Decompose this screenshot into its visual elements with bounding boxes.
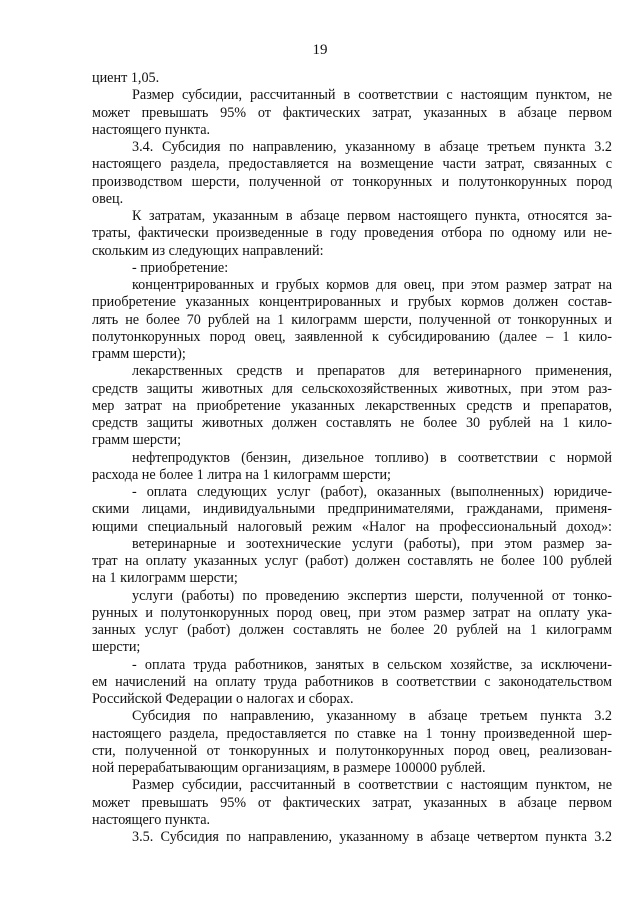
text-line: настоящего раздела, предоставляется по ставке на 1 тонну произведенной шер- <box>92 725 612 742</box>
text-line: на 1 килограмм шерсти; <box>92 570 238 587</box>
text-line: Российской Федерации о налогах и сборах. <box>92 691 354 707</box>
text-line: грамм шерсти); <box>92 346 186 362</box>
paragraph <box>92 260 612 277</box>
text-line: ющими специальный налоговый режим «Налог на профессиональный доход»: <box>92 518 612 535</box>
text-line: может превышать 95% от фактических затрат, указанных в абзаце первом <box>92 104 612 121</box>
text-line: траты, фактически произведенные в году проведения отбора по одному или не- <box>92 225 612 242</box>
text-line: Размер субсидии, рассчитанный в соответствии с настоящим пунктом, не <box>132 87 612 104</box>
text-line: овец. <box>92 190 124 207</box>
text-line: скими лицами, индивидуальными предпринимателями, гражданами, применя- <box>92 501 612 518</box>
paragraph <box>92 829 612 846</box>
text-line: настоящего пункта. <box>92 811 211 828</box>
page-number: 19 <box>312 42 328 58</box>
text-line: настоящего раздела, предоставляется на возмещение части затрат, связанных с <box>92 156 612 173</box>
paragraph <box>92 139 612 208</box>
paragraph <box>92 484 612 536</box>
text-line: Субсидия по направлению, указанному в абзаце третьем пункта 3.2 <box>132 708 612 725</box>
text-line: расхода не более 1 литра на 1 килограмм шерсти; <box>92 466 392 483</box>
text-line: настоящего пункта. <box>92 121 211 138</box>
paragraph <box>92 777 612 829</box>
text-line: - оплата следующих услуг (работ), оказанных (выполненных) юридиче- <box>132 484 612 500</box>
text-line: может превышать 95% от фактических затрат, указанных в абзаце первом <box>92 794 612 811</box>
text-line: Размер субсидии, рассчитанный в соответствии с настоящим пунктом, не <box>132 777 612 794</box>
paragraph <box>92 450 612 485</box>
text-line: скольким из следующих направлений: <box>92 242 324 259</box>
text-line: - оплата труда работников, занятых в сельском хозяйстве, за исключени- <box>132 656 612 673</box>
text-line: услуги (работы) по проведению экспертиз шерсти, полученной от тонко- <box>132 587 612 604</box>
text-line: ветеринарные и зоотехнические услуги (работы), при этом размер за- <box>132 535 612 552</box>
text-line: сти, полученной от тонкорунных и полутонкорунных пород овец, реализован- <box>92 742 612 759</box>
text-line: средств защиты животных для сельскохозяйственных животных, при этом раз- <box>92 380 612 397</box>
paragraph <box>92 70 612 87</box>
paragraph <box>92 657 612 709</box>
paragraph <box>92 208 612 260</box>
paragraph <box>92 277 612 363</box>
document-body <box>92 70 612 846</box>
text-line: - приобретение: <box>132 259 229 276</box>
text-line: производством шерсти, полученной от тонкорунных и полутонкорунных пород <box>92 173 612 190</box>
text-line: 3.5. Субсидия по направлению, указанному в абзаце четвертом пункта 3.2 <box>132 829 612 845</box>
text-line: ем начислений на оплату труда работников в соответствии с законодательством <box>92 673 612 690</box>
paragraph <box>92 363 612 449</box>
paragraph <box>92 588 612 657</box>
text-line: циент 1,05. <box>92 70 160 86</box>
text-line: средств защиты животных должен составлять не более 30 рублей на 1 кило- <box>92 415 612 431</box>
text-line: занных услуг (работ) должен составлять не более 20 рублей на 1 килограмм <box>92 622 612 638</box>
paragraph <box>92 87 612 139</box>
text-line: К затратам, указанным в абзаце первом настоящего пункта, относятся за- <box>132 208 612 224</box>
text-line: грамм шерсти; <box>92 432 182 449</box>
text-line: полутонкорунных пород овец, заявленной к субсидированию (далее – 1 кило- <box>92 328 612 345</box>
paragraph <box>92 536 612 588</box>
text-line: трат на оплату указанных услуг (работ) должен составлять не более 100 рублей <box>92 553 612 569</box>
text-line: 3.4. Субсидия по направлению, указанному в абзаце третьем пункта 3.2 <box>132 139 612 155</box>
text-line: лекарственных средств и препаратов для ветеринарного применения, <box>132 363 612 380</box>
text-line: концентрированных и грубых кормов для овец, при этом размер затрат на <box>132 277 612 293</box>
text-line: мер затрат на приобретение указанных лекарственных средств и препаратов, <box>92 397 612 414</box>
text-line: приобретение указанных концентрированных и грубых кормов должен состав- <box>92 294 612 311</box>
paragraph <box>92 708 612 777</box>
text-line: шерсти; <box>92 639 141 656</box>
text-line: нефтепродуктов (бензин, дизельное топливо) в соответствии с нормой <box>132 449 612 466</box>
text-line: лять не более 70 рублей на 1 килограмм шерсти, полученной от тонкорунных и <box>92 311 612 328</box>
text-line: ной перерабатывающим организациям, в размере 100000 рублей. <box>92 760 486 776</box>
text-line: рунных и полутонкорунных пород овец, при этом размер затрат на оплату ука- <box>92 604 612 621</box>
